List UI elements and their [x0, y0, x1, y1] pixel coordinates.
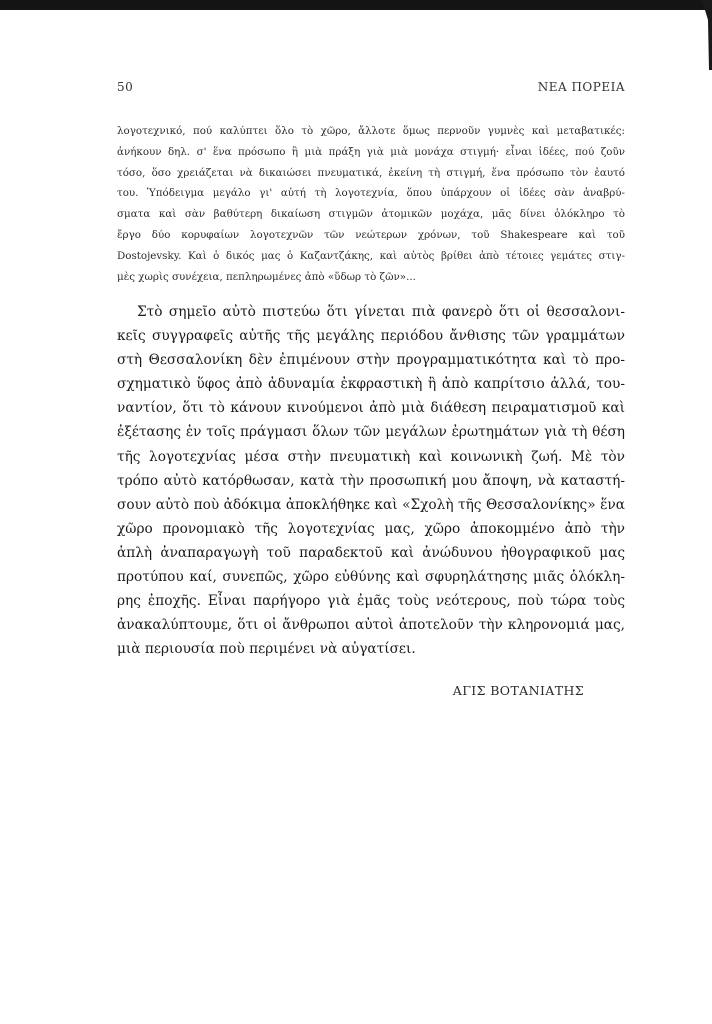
quote-line: τόσο, ὅσο χρειάζεται νὰ δικαιώσει πνευματικά, ἐκείνη τὴ στιγμή, ἕνα πρόσωπο τὸν ἑαυτό: [117, 166, 625, 179]
paragraph-line: ἀνακαλύπτουμε, ὅτι οἱ ἄνθρωποι αὐτοὶ ἀποτελοῦν τὴν κληρονομιά μας,: [117, 617, 625, 634]
page-number: 50: [117, 80, 134, 94]
paragraph-line: στὴ Θεσσαλονίκη δὲν ἐπιμένουν στὴν προγραμματικότητα καὶ τὸ προ-: [117, 352, 625, 369]
quoted-passage: [117, 121, 625, 287]
running-title: ΝΕΑ ΠΟΡΕΙΑ: [537, 80, 625, 94]
quote-line: ἔργο δύο κορυφαίων λογοτεχνῶν τῶν νεώτερων χρόνων, τοῦ Shakespeare καὶ τοῦ: [117, 228, 625, 241]
quote-line: του. Ὑπόδειγμα μεγάλο γι' αὐτή τὴ λογοτεχνία, ὅπου ὑπάρχουν οἱ ἰδέες σὰν ἀναβρύ-: [117, 187, 625, 200]
paragraph-line: τῆς λογοτεχνίας μέσα στὴν πνευματικὴ καὶ κοινωνικὴ ζωή. Μὲ τὸν: [117, 448, 625, 465]
paragraph-line: μιὰ περιουσία ποὺ περιμένει νὰ αὐγατίσει.: [117, 641, 416, 658]
page-header: [117, 80, 625, 100]
scan-edge-top: [0, 0, 712, 10]
scan-edge-corner: [702, 0, 712, 70]
paragraph-line: ἐξέτασης ἐν τοῖς πράγμασι ὅλων τῶν μεγάλων ἐρωτημάτων γιὰ τὴ θέση: [117, 424, 625, 441]
paragraph-line: σουν αὐτὸ ποὺ ἀδόκιμα ἀποκλήθηκε καὶ «Σχολὴ τῆς Θεσσαλονίκης» ἕνα: [117, 496, 625, 513]
paragraph-line: τρόπο αὐτὸ κατόρθωσαν, κατὰ τὴν προσωπική μου ἄποψη, νὰ καταστή-: [117, 472, 625, 489]
paragraph-line: σχηματικὸ ὕφος ἀπὸ ἀδυναμία ἐκφραστικὴ ἢ ἀπὸ καπρίτσιο ἀλλά, του-: [117, 376, 625, 393]
quote-line: ἀνήκουν δηλ. σ' ἕνα πρόσωπο ἢ μιὰ πράξη γιὰ μιὰ μονάχα στιγμή· εἶναι ἰδέες, πού ζοῦν: [117, 145, 625, 158]
quote-line: λογοτεχνικό, πού καλύπτει ὅλο τὸ χῶρο, ἄλλοτε ὅμως περνοῦν γυμνὲς καὶ μεταβατικές:: [117, 125, 625, 137]
paragraph-line: προτύπου καί, συνεπῶς, χῶρο εὐθύνης καὶ σφυρηλάτησης μιᾶς ὁλόκλη-: [117, 569, 625, 586]
paragraph-line: χῶρο προνομιακὸ τῆς λογοτεχνίας μας, χῶρο ἀποκομμένο ἀπὸ τὴν: [117, 520, 625, 537]
main-paragraph: [117, 300, 625, 661]
paragraph-line: ρης ἐποχῆς. Εἶναι παρήγορο γιὰ ἐμᾶς τοὺς νεότερους, ποὺ τώρα τοὺς: [117, 593, 625, 610]
quote-line: σματα καὶ σὰν βαθύτερη δικαίωση στιγμῶν ἀτομικῶν μοχάχα, μᾶς δίνει ὁλόκληρο τὸ: [117, 208, 625, 221]
quote-line: Dostojevsky. Καὶ ὁ δικός μας ὁ Καζαντζάκης, καὶ αὐτὸς βρίθει ἀπὸ τέτοιες γεμάτες στιγ-: [117, 249, 625, 262]
paragraph-line: ναντίον, ὅτι τὸ κάνουν κινούμενοι ἀπὸ μιὰ διάθεση πειραματισμοῦ καὶ: [117, 400, 625, 417]
author-signature: ΑΓΙΣ ΒΟΤΑΝΙΑΤΗΣ: [452, 683, 584, 698]
quote-line: μὲς χωρὶς συνέχεια, πεπληρωμένες ἀπὸ «ὕδωρ τὸ ζῶν»...: [117, 270, 416, 283]
paragraph-line: κεῖς συγγραφεῖς αὐτῆς τῆς μεγάλης περιόδου ἄνθισης τῶν γραμμάτων: [117, 328, 625, 345]
paragraph-line: ἁπλὴ ἀναπαραγωγὴ τοῦ παραδεκτοῦ καὶ ἀνώδυνου ἠθογραφικοῦ μας: [117, 544, 625, 561]
paragraph-line: Στὸ σημεῖο αὐτὸ πιστεύω ὅτι γίνεται πιὰ φανερὸ ὅτι οἱ θεσσαλονι-: [137, 304, 625, 320]
